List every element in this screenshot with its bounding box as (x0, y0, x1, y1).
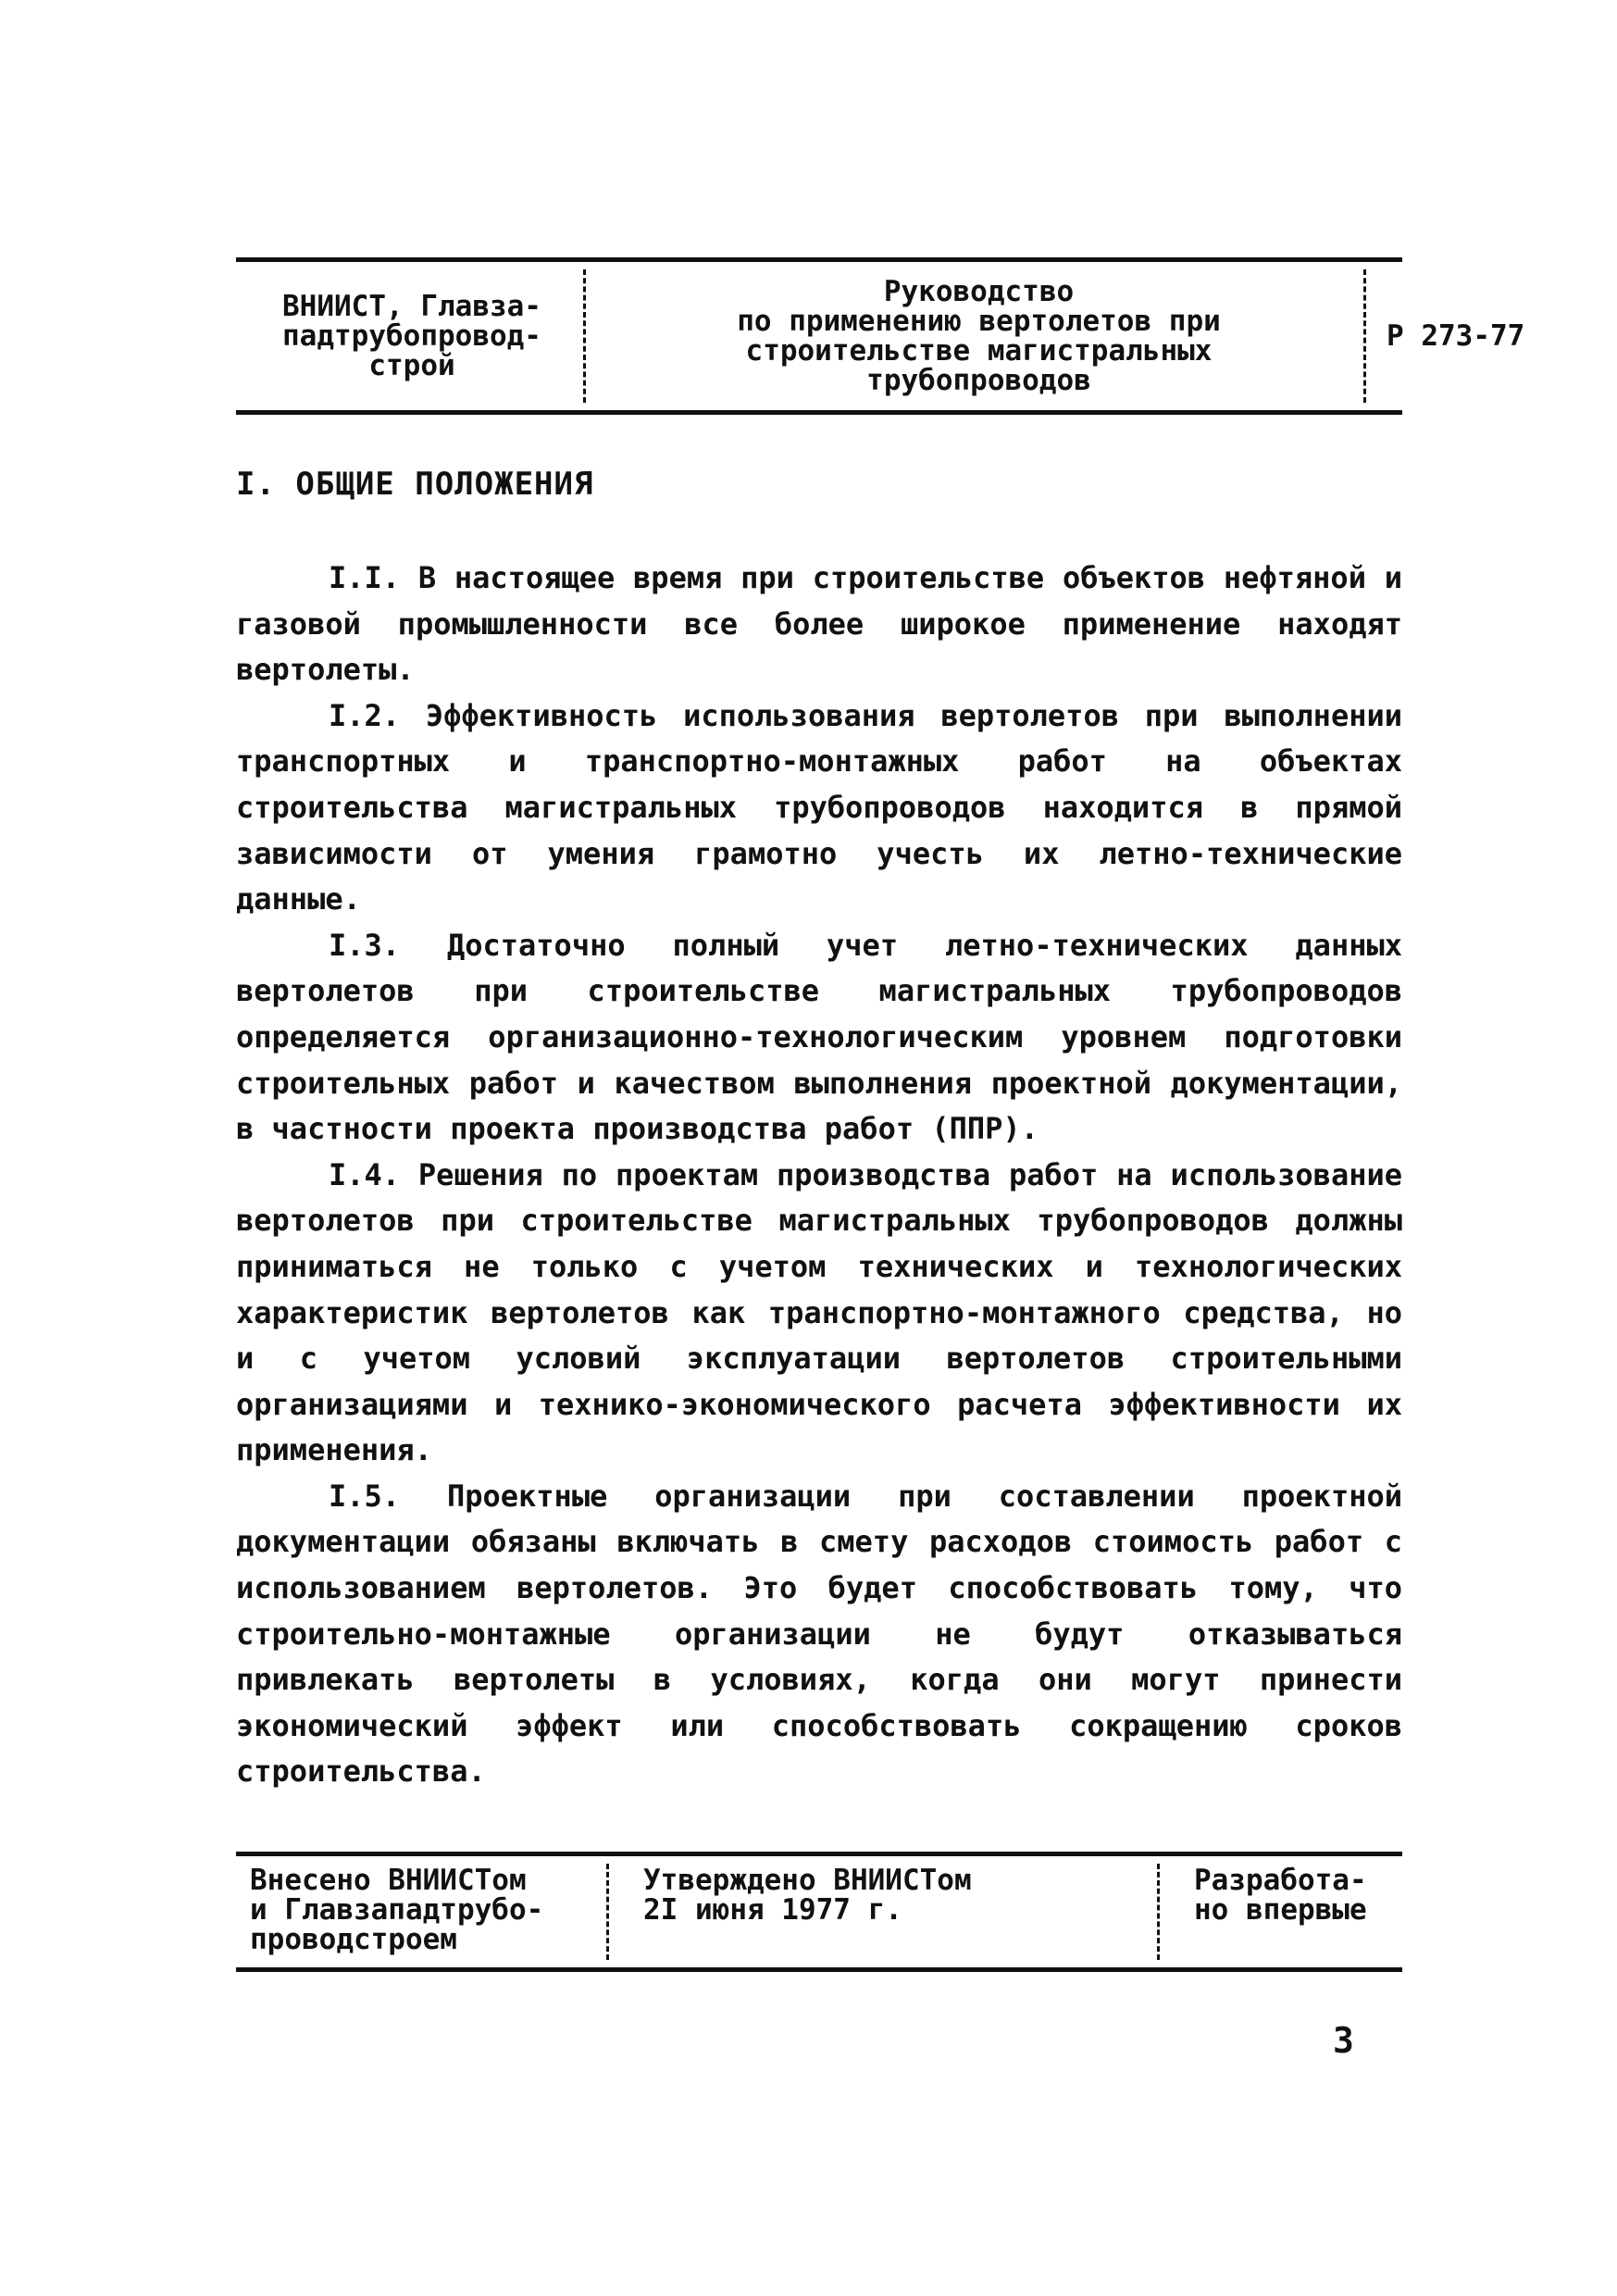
header-divider (583, 269, 586, 403)
footer-line: Разработа- (1194, 1864, 1367, 1897)
body-text (236, 555, 1402, 1795)
section-title: I. ОБЩИЕ ПОЛОЖЕНИЯ (236, 466, 594, 503)
paragraph-1-3: I.3. Достаточно полный учет летно-технических данных вертолетов при строительстве магистральных трубопроводов определяется организационно-технологическим уровнем подготовки строительных работ и качеством выполнения проектной документации, в частности проекта производства работ (ППР). (236, 927, 1402, 1147)
footer-divider (606, 1864, 609, 1960)
paragraph-1-4: I.4. Решения по проектам производства работ на использование вертолетов при строительстве магистральных трубопроводов должны приниматься не только с учетом технических и технологических характеристик вертолетов как транспортно-монтажного средства, но и с учетом условий эксплуатации вертолетов строительными организациями и технико-экономического расчета эффективности их применения. (236, 1156, 1402, 1468)
org-line: падтрубопровод- (282, 319, 541, 353)
footer-line: Утверждено ВНИИСТом (643, 1864, 972, 1897)
footer-approved (643, 1866, 1125, 1925)
footer-introduced-by (250, 1866, 620, 1954)
org-line: ВНИИСТ, Главза- (282, 290, 541, 323)
document-code: Р 273-77 (1387, 319, 1525, 353)
header-document-title (588, 262, 1370, 410)
header-block (236, 257, 1525, 415)
paragraph-1-5: I.5. Проектные организации при составлении проектной документации обязаны включать в смету расходов стоимость работ с использованием вертолетов. Это будет способствовать тому, что строительно-монтажные организации не будут отказываться привлекать вертолеты в условиях, когда они могут принести экономический эффект или способствовать сокращению сроков строительства. (236, 1478, 1402, 1790)
footer-line: Внесено ВНИИСТом (250, 1864, 527, 1897)
doc-title-line: по применению вертолетов при (737, 305, 1221, 338)
footer-line: 2I июня 1977 г. (643, 1893, 902, 1927)
doc-title-line: трубопроводов (866, 364, 1091, 397)
paragraph-1-1: I.I. В настоящее время при строительстве объектов нефтяной и газовой промышленности все более широкое применение находят вертолеты. (236, 560, 1402, 688)
header-document-code (1370, 262, 1601, 410)
doc-title-line: Руководство (883, 275, 1075, 308)
header-organization (236, 262, 588, 410)
footer-status (1194, 1866, 1398, 1925)
footer-line: и Главзападтрубо- (250, 1893, 544, 1927)
page-number: 3 (1333, 2020, 1354, 2061)
footer-block (236, 1852, 1402, 1972)
footer-line: но впервые (1194, 1893, 1367, 1927)
org-line: строй (368, 349, 455, 382)
footer-divider (1157, 1864, 1160, 1960)
footer-line: проводстроем (250, 1923, 457, 1956)
header-divider (1363, 269, 1366, 403)
paragraph-1-2: I.2. Эффективность использования вертолетов при выполнении транспортных и транспортно-монтажных работ на объектах строительства магистральных трубопроводов находится в прямой зависимости от умения грамотно учесть их летно-технические данные. (236, 697, 1402, 917)
doc-title-line: строительстве магистральных (745, 334, 1213, 368)
